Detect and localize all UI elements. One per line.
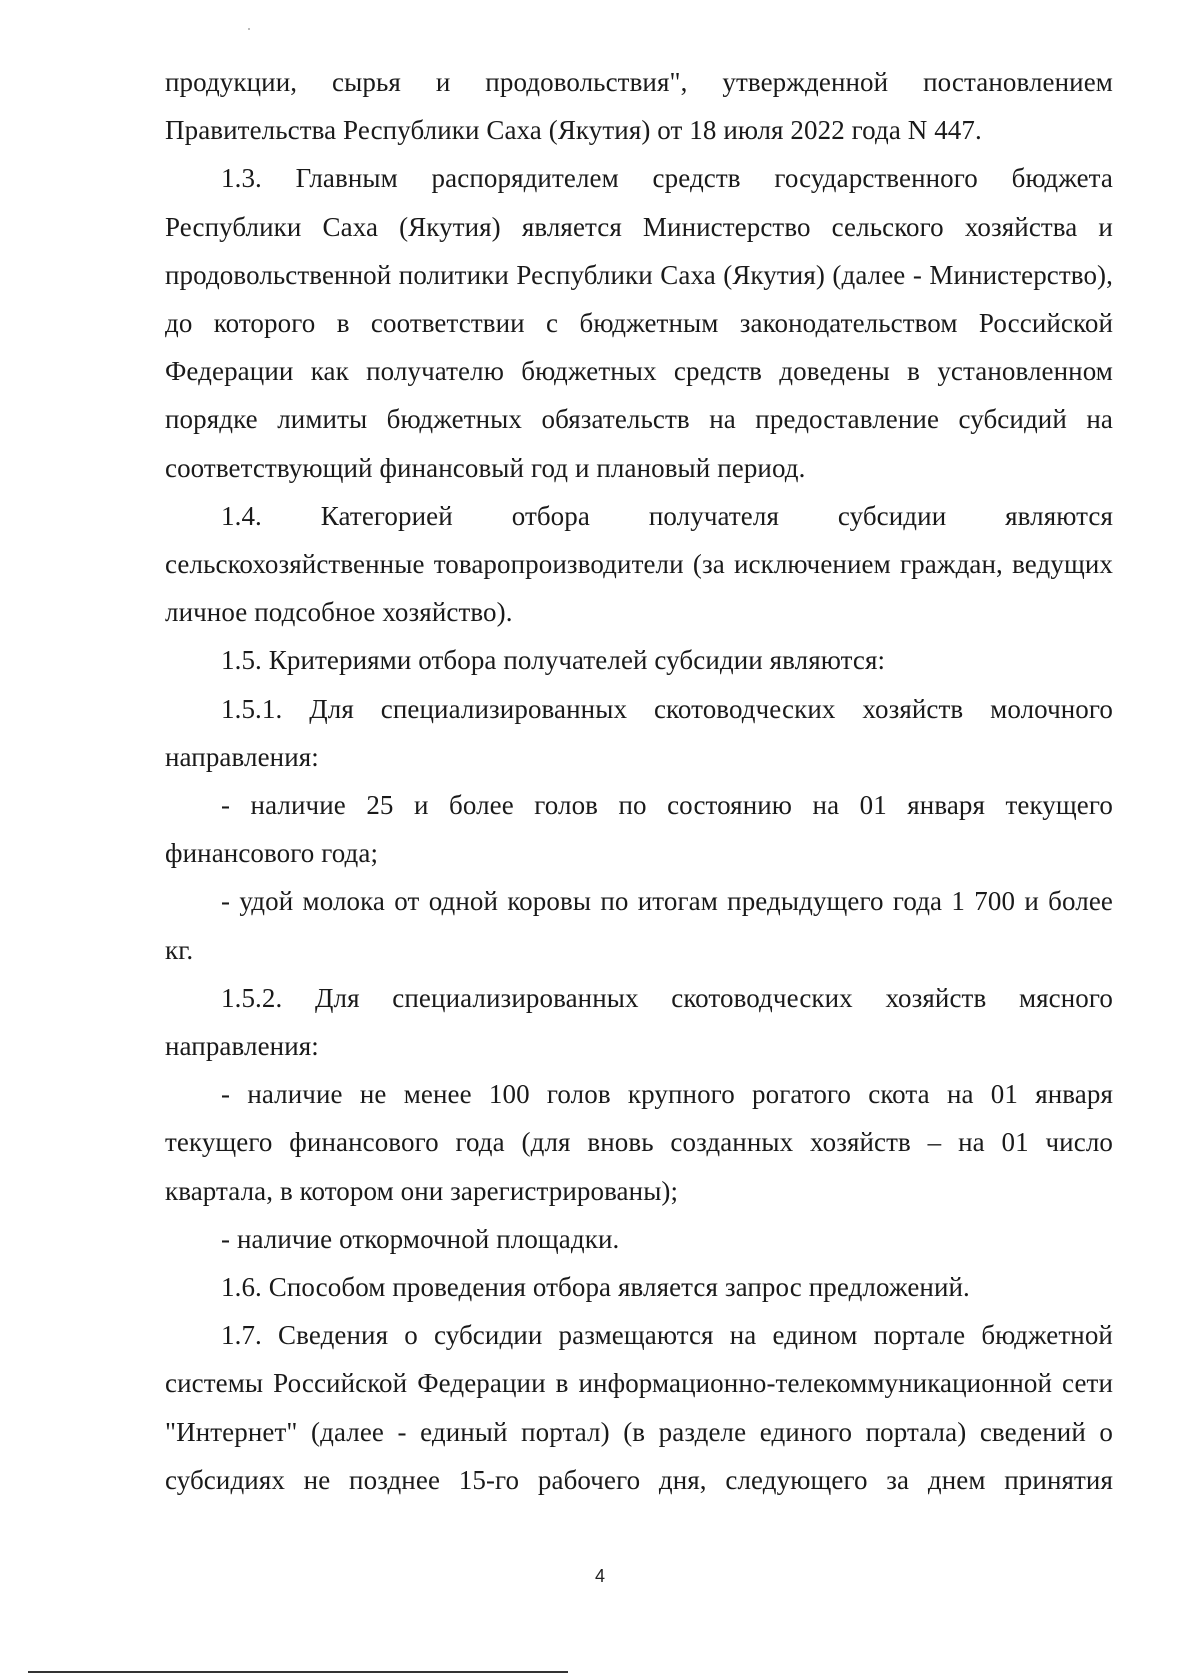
paragraph-1-5: 1.5. Критериями отбора получателей субсидии являются: (221, 645, 886, 676)
paragraph-1-5-1: 1.5.1. Для специализированных скотоводческих хозяйств молочного направления: (165, 693, 1113, 772)
paragraph-1-5-2-item-1: - наличие не менее 100 голов крупного рогатого скота на 01 января текущего финансового года (для вновь созданных хозяйств – на 01 число квартала, в котором они зарегистрированы); (165, 1079, 1113, 1206)
bottom-divider (28, 1671, 568, 1673)
paragraph-1-5-2: 1.5.2. Для специализированных скотоводческих хозяйств мясного направления: (165, 982, 1113, 1062)
paragraph-1-6: 1.6. Способом проведения отбора является запрос предложений. (221, 1272, 970, 1303)
paragraph-1-7: 1.7. Сведения о субсидии размещаются на едином портале бюджетной системы Российской Федерации в информационно-телекоммуникационной сети "Интернет" (далее - единый портал) (в разделе единого портала) сведений о субсидиях не позднее 15-го рабочего дня, следующего за днем принятия (165, 1320, 1113, 1495)
paragraph-1-5-1-item-1: - наличие 25 и более голов по состоянию на 01 января текущего финансового года; (165, 790, 1113, 869)
scan-speck (248, 28, 250, 30)
document-body (165, 58, 1113, 1504)
paragraph-1-3: 1.3. Главным распорядителем средств государственного бюджета Республики Саха (Якутия) является Министерство сельского хозяйства и продовольственной политики Республики Саха (Якутия) (далее - Министерство), до которого в соответствии с бюджетным законодательством Российской Федерации как получателю бюджетных средств доведены в установленном порядке лимиты бюджетных обязательств на предоставление субсидий на соответствующий финансовый год и плановый период. (165, 163, 1113, 483)
paragraph-1-5-2-item-2: - наличие откормочной площадки. (221, 1223, 620, 1254)
paragraph-intro: продукции, сырья и продовольствия", утвержденной постановлением Правительства Республики Саха (Якутия) от 18 июля 2022 года N 447. (165, 67, 1113, 146)
page-number: 4 (594, 1566, 605, 1586)
paragraph-1-5-1-item-2: - удой молока от одной коровы по итогам предыдущего года 1 700 и более кг. (165, 886, 1113, 965)
paragraph-1-4: 1.4. Категорией отбора получателя субсидии являются сельскохозяйственные товаропроизводители (за исключением граждан, ведущих личное подсобное хозяйство). (165, 500, 1113, 628)
